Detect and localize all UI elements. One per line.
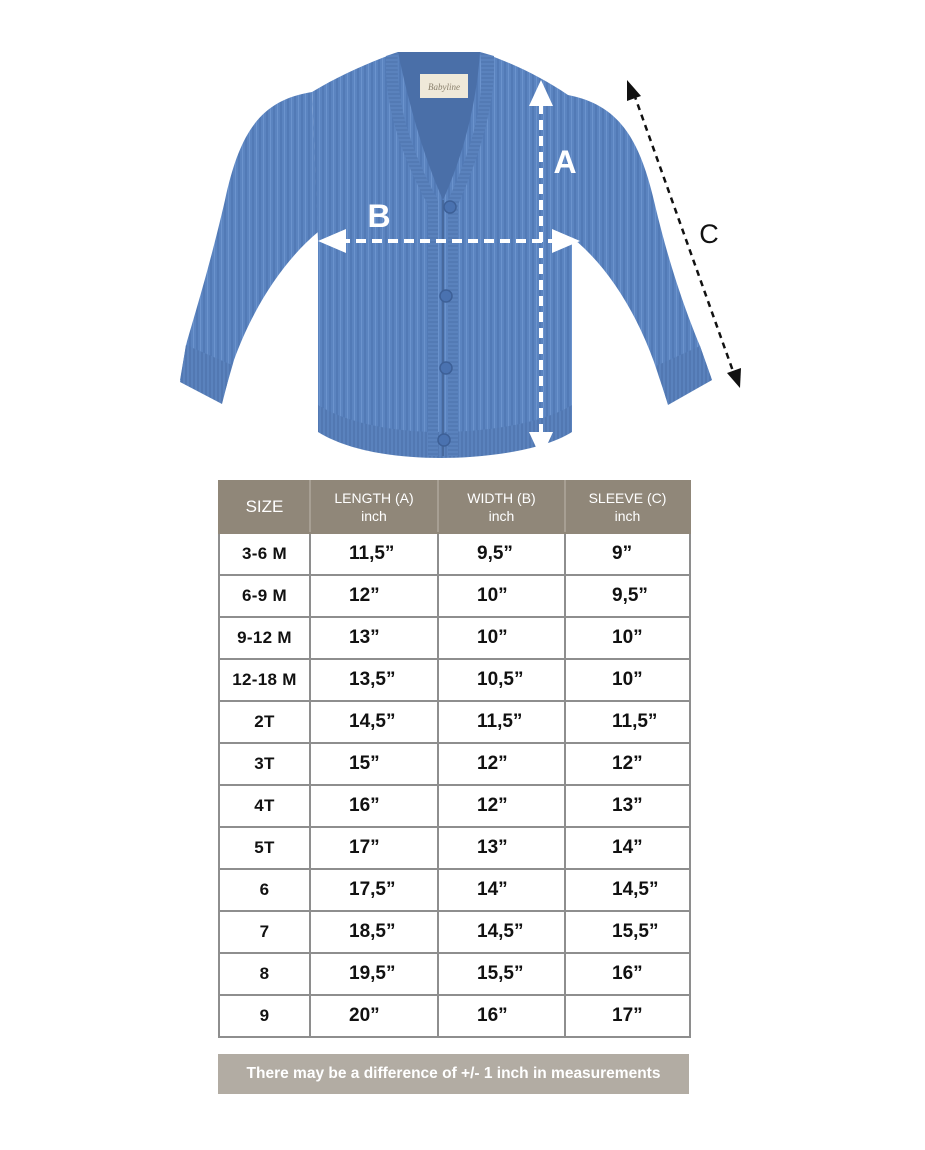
length-cell: 17” <box>310 827 438 869</box>
table-row <box>219 953 690 995</box>
size-cell: 7 <box>219 911 310 953</box>
size-cell: 5T <box>219 827 310 869</box>
sleeve-cell: 10” <box>565 659 690 701</box>
sleeve-cell: 14” <box>565 827 690 869</box>
button <box>440 290 452 302</box>
size-cell: 12-18 M <box>219 659 310 701</box>
width-cell: 14,5” <box>438 911 565 953</box>
header-width <box>438 481 565 533</box>
measurement-note: There may be a difference of +/- 1 inch in measurements <box>218 1054 689 1094</box>
table-row <box>219 575 690 617</box>
table-row <box>219 911 690 953</box>
table-row <box>219 995 690 1037</box>
size-cell: 9-12 M <box>219 617 310 659</box>
length-cell: 12” <box>310 575 438 617</box>
header-sleeve-unit: inch <box>614 508 641 524</box>
size-cell: 8 <box>219 953 310 995</box>
sleeve-cell: 12” <box>565 743 690 785</box>
measure-c-arrow-top <box>627 80 641 101</box>
table-row <box>219 743 690 785</box>
length-cell: 13” <box>310 617 438 659</box>
sleeve-cell: 17” <box>565 995 690 1037</box>
size-chart-table <box>218 480 691 1038</box>
button <box>440 362 452 374</box>
header-length-title: LENGTH (A) <box>334 490 414 506</box>
width-cell: 9,5” <box>438 533 565 575</box>
header-sleeve-title: SLEEVE (C) <box>588 490 667 506</box>
sleeve-cell: 10” <box>565 617 690 659</box>
header-size <box>219 481 310 533</box>
length-cell: 20” <box>310 995 438 1037</box>
sleeve-cell: 16” <box>565 953 690 995</box>
cardigan <box>180 52 712 458</box>
length-cell: 14,5” <box>310 701 438 743</box>
header-width-unit: inch <box>488 508 515 524</box>
table-row <box>219 533 690 575</box>
button <box>438 434 450 446</box>
width-cell: 15,5” <box>438 953 565 995</box>
size-cell: 3T <box>219 743 310 785</box>
table-row <box>219 827 690 869</box>
sleeve-cell: 14,5” <box>565 869 690 911</box>
header-sleeve <box>565 481 690 533</box>
brand-tag-text: Babyline <box>428 82 460 92</box>
length-cell: 17,5” <box>310 869 438 911</box>
length-cell: 19,5” <box>310 953 438 995</box>
width-cell: 12” <box>438 785 565 827</box>
width-cell: 10” <box>438 575 565 617</box>
table-row <box>219 701 690 743</box>
width-cell: 10” <box>438 617 565 659</box>
size-cell: 6 <box>219 869 310 911</box>
table-row <box>219 785 690 827</box>
measure-c-arrow-bottom <box>727 368 741 388</box>
length-cell: 11,5” <box>310 533 438 575</box>
width-cell: 12” <box>438 743 565 785</box>
header-size-title: SIZE <box>245 497 284 516</box>
width-cell: 14” <box>438 869 565 911</box>
button <box>444 201 456 213</box>
table-row <box>219 617 690 659</box>
size-cell: 6-9 M <box>219 575 310 617</box>
measure-b-label: B <box>367 198 391 234</box>
table-header-row <box>219 481 690 533</box>
width-cell: 13” <box>438 827 565 869</box>
header-length <box>310 481 438 533</box>
cardigan-illustration <box>0 0 925 470</box>
length-cell: 18,5” <box>310 911 438 953</box>
table-row <box>219 869 690 911</box>
width-cell: 11,5” <box>438 701 565 743</box>
sleeve-cell: 13” <box>565 785 690 827</box>
sleeve-cell: 9” <box>565 533 690 575</box>
table-row <box>219 659 690 701</box>
header-width-title: WIDTH (B) <box>467 490 536 506</box>
sleeve-cell: 15,5” <box>565 911 690 953</box>
length-cell: 13,5” <box>310 659 438 701</box>
header-length-unit: inch <box>361 508 387 524</box>
measure-c-label: C <box>699 219 719 249</box>
measure-a-label: A <box>553 144 577 180</box>
length-cell: 15” <box>310 743 438 785</box>
size-cell: 3-6 M <box>219 533 310 575</box>
length-cell: 16” <box>310 785 438 827</box>
width-cell: 16” <box>438 995 565 1037</box>
size-cell: 2T <box>219 701 310 743</box>
sleeve-cell: 9,5” <box>565 575 690 617</box>
sleeve-cell: 11,5” <box>565 701 690 743</box>
width-cell: 10,5” <box>438 659 565 701</box>
size-cell: 4T <box>219 785 310 827</box>
size-cell: 9 <box>219 995 310 1037</box>
